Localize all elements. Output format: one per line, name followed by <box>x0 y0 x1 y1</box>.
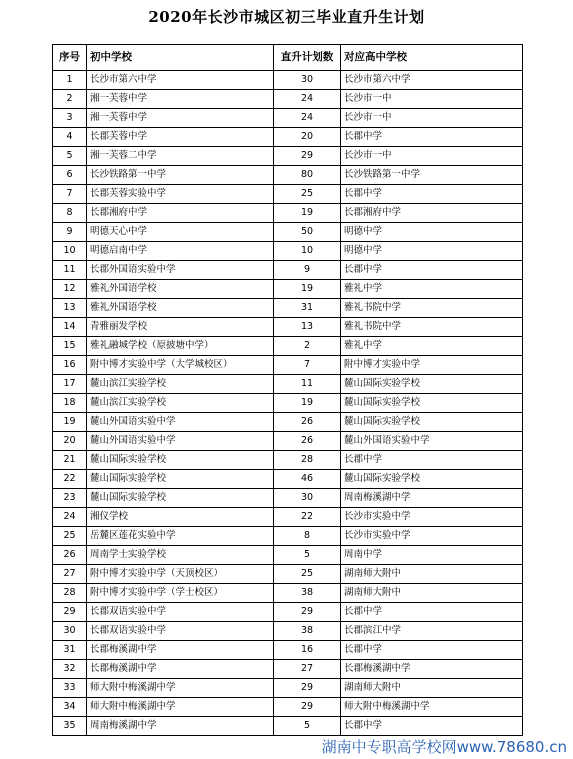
junior-school-cell: 麓山外国语实验中学 <box>87 413 274 432</box>
quota-cell: 26 <box>274 432 341 451</box>
high-school-cell: 雅礼书院中学 <box>341 299 523 318</box>
high-school-cell: 长郡中学 <box>341 603 523 622</box>
junior-school-cell: 雅礼外国语学校 <box>87 299 274 318</box>
quota-cell: 16 <box>274 641 341 660</box>
junior-school-cell: 麓山国际实验学校 <box>87 451 274 470</box>
row-index: 25 <box>53 527 87 546</box>
table-row <box>53 185 523 204</box>
high-school-cell: 雅礼中学 <box>341 280 523 299</box>
junior-school-cell: 长郡梅溪湖中学 <box>87 660 274 679</box>
quota-cell: 28 <box>274 451 341 470</box>
junior-school-cell: 湘一芙蓉中学 <box>87 90 274 109</box>
header-quota: 直升计划数 <box>274 45 341 71</box>
row-index: 28 <box>53 584 87 603</box>
quota-cell: 24 <box>274 109 341 128</box>
header-index: 序号 <box>53 45 87 71</box>
high-school-cell: 长沙铁路第一中学 <box>341 166 523 185</box>
table-row <box>53 242 523 261</box>
table-row <box>53 356 523 375</box>
row-index: 20 <box>53 432 87 451</box>
quota-cell: 25 <box>274 565 341 584</box>
quota-cell: 29 <box>274 698 341 717</box>
table-row <box>53 204 523 223</box>
table-row <box>53 109 523 128</box>
table-row <box>53 261 523 280</box>
junior-school-cell: 麓山滨江实验学校 <box>87 394 274 413</box>
table-row <box>53 166 523 185</box>
high-school-cell: 雅礼书院中学 <box>341 318 523 337</box>
high-school-cell: 麓山国际实验学校 <box>341 413 523 432</box>
junior-school-cell: 长沙铁路第一中学 <box>87 166 274 185</box>
quota-cell: 19 <box>274 280 341 299</box>
quota-cell: 13 <box>274 318 341 337</box>
junior-school-cell: 长沙市第六中学 <box>87 71 274 90</box>
quota-cell: 8 <box>274 527 341 546</box>
row-index: 2 <box>53 90 87 109</box>
header-high-school: 对应高中学校 <box>341 45 523 71</box>
high-school-cell: 湖南师大附中 <box>341 679 523 698</box>
table-row <box>53 223 523 242</box>
quota-cell: 50 <box>274 223 341 242</box>
table-row <box>53 584 523 603</box>
quota-cell: 20 <box>274 128 341 147</box>
row-index: 26 <box>53 546 87 565</box>
quota-cell: 24 <box>274 90 341 109</box>
row-index: 18 <box>53 394 87 413</box>
row-index: 33 <box>53 679 87 698</box>
quota-cell: 11 <box>274 375 341 394</box>
row-index: 23 <box>53 489 87 508</box>
quota-cell: 10 <box>274 242 341 261</box>
row-index: 1 <box>53 71 87 90</box>
table-row <box>53 660 523 679</box>
high-school-cell: 长郡中学 <box>341 451 523 470</box>
row-index: 4 <box>53 128 87 147</box>
row-index: 8 <box>53 204 87 223</box>
row-index: 6 <box>53 166 87 185</box>
row-index: 13 <box>53 299 87 318</box>
table-row <box>53 565 523 584</box>
quota-cell: 2 <box>274 337 341 356</box>
high-school-cell: 长郡滨江中学 <box>341 622 523 641</box>
row-index: 9 <box>53 223 87 242</box>
high-school-cell: 雅礼中学 <box>341 337 523 356</box>
row-index: 19 <box>53 413 87 432</box>
junior-school-cell: 麓山外国语实验中学 <box>87 432 274 451</box>
high-school-cell: 麓山国际实验学校 <box>341 394 523 413</box>
junior-school-cell: 麓山国际实验学校 <box>87 489 274 508</box>
table-row <box>53 394 523 413</box>
quota-cell: 30 <box>274 71 341 90</box>
table-row <box>53 318 523 337</box>
high-school-cell: 长郡中学 <box>341 261 523 280</box>
high-school-cell: 长沙市实验中学 <box>341 508 523 527</box>
site-watermark: 湖南中专职高学校网www.78680.cn <box>321 738 567 756</box>
quota-cell: 29 <box>274 603 341 622</box>
junior-school-cell: 附中博才实验中学（大学城校区） <box>87 356 274 375</box>
quota-cell: 5 <box>274 717 341 736</box>
table-row <box>53 717 523 736</box>
row-index: 5 <box>53 147 87 166</box>
row-index: 30 <box>53 622 87 641</box>
table-row <box>53 470 523 489</box>
junior-school-cell: 雅礼外国语学校 <box>87 280 274 299</box>
high-school-cell: 长沙市第六中学 <box>341 71 523 90</box>
table-row <box>53 71 523 90</box>
row-index: 34 <box>53 698 87 717</box>
row-index: 11 <box>53 261 87 280</box>
high-school-cell: 长沙市一中 <box>341 147 523 166</box>
row-index: 31 <box>53 641 87 660</box>
junior-school-cell: 麓山滨江实验学校 <box>87 375 274 394</box>
row-index: 15 <box>53 337 87 356</box>
quota-cell: 25 <box>274 185 341 204</box>
table-row <box>53 451 523 470</box>
page-title: 2020年长沙市城区初三毕业直升生计划 <box>148 8 425 26</box>
row-index: 14 <box>53 318 87 337</box>
quota-cell: 5 <box>274 546 341 565</box>
junior-school-cell: 明德启南中学 <box>87 242 274 261</box>
header-junior-school: 初中学校 <box>87 45 274 71</box>
quota-cell: 9 <box>274 261 341 280</box>
junior-school-cell: 长郡芙蓉中学 <box>87 128 274 147</box>
row-index: 12 <box>53 280 87 299</box>
row-index: 35 <box>53 717 87 736</box>
high-school-cell: 长沙市实验中学 <box>341 527 523 546</box>
high-school-cell: 长郡中学 <box>341 185 523 204</box>
quota-cell: 26 <box>274 413 341 432</box>
junior-school-cell: 长郡双语实验中学 <box>87 603 274 622</box>
table-row <box>53 622 523 641</box>
quota-cell: 29 <box>274 147 341 166</box>
table-row <box>53 603 523 622</box>
junior-school-cell: 长郡芙蓉实验中学 <box>87 185 274 204</box>
table-row <box>53 337 523 356</box>
row-index: 29 <box>53 603 87 622</box>
row-index: 3 <box>53 109 87 128</box>
table-row <box>53 508 523 527</box>
junior-school-cell: 麓山国际实验学校 <box>87 470 274 489</box>
table-row <box>53 679 523 698</box>
row-index: 7 <box>53 185 87 204</box>
high-school-cell: 长郡湘府中学 <box>341 204 523 223</box>
high-school-cell: 附中博才实验中学 <box>341 356 523 375</box>
junior-school-cell: 雅礼融城学校（原披塘中学） <box>87 337 274 356</box>
table-row <box>53 546 523 565</box>
quota-cell: 30 <box>274 489 341 508</box>
table-row <box>53 641 523 660</box>
junior-school-cell: 师大附中梅溪湖中学 <box>87 679 274 698</box>
high-school-cell: 湖南师大附中 <box>341 565 523 584</box>
quota-cell: 22 <box>274 508 341 527</box>
junior-school-cell: 湘仪学校 <box>87 508 274 527</box>
high-school-cell: 麓山国际实验学校 <box>341 470 523 489</box>
table-body <box>53 71 523 736</box>
row-index: 27 <box>53 565 87 584</box>
high-school-cell: 明德中学 <box>341 223 523 242</box>
table-header-row <box>53 45 523 71</box>
high-school-cell: 师大附中梅溪湖中学 <box>341 698 523 717</box>
high-school-cell: 长郡中学 <box>341 641 523 660</box>
quota-cell: 19 <box>274 394 341 413</box>
high-school-cell: 麓山外国语实验中学 <box>341 432 523 451</box>
junior-school-cell: 周南学士实验学校 <box>87 546 274 565</box>
table-row <box>53 128 523 147</box>
row-index: 21 <box>53 451 87 470</box>
row-index: 17 <box>53 375 87 394</box>
high-school-cell: 长沙市一中 <box>341 90 523 109</box>
high-school-cell: 麓山国际实验学校 <box>341 375 523 394</box>
junior-school-cell: 湘一芙蓉二中学 <box>87 147 274 166</box>
junior-school-cell: 周南梅溪湖中学 <box>87 717 274 736</box>
junior-school-cell: 长郡外国语实验中学 <box>87 261 274 280</box>
row-index: 24 <box>53 508 87 527</box>
high-school-cell: 长郡梅溪湖中学 <box>341 660 523 679</box>
table-row <box>53 375 523 394</box>
junior-school-cell: 长郡双语实验中学 <box>87 622 274 641</box>
table-row <box>53 698 523 717</box>
table-row <box>53 432 523 451</box>
quota-cell: 7 <box>274 356 341 375</box>
high-school-cell: 长郡中学 <box>341 128 523 147</box>
quota-cell: 29 <box>274 679 341 698</box>
high-school-cell: 长郡中学 <box>341 717 523 736</box>
table-row <box>53 413 523 432</box>
row-index: 10 <box>53 242 87 261</box>
junior-school-cell: 长郡湘府中学 <box>87 204 274 223</box>
junior-school-cell: 师大附中梅溪湖中学 <box>87 698 274 717</box>
quota-cell: 80 <box>274 166 341 185</box>
quota-cell: 46 <box>274 470 341 489</box>
table-row <box>53 147 523 166</box>
row-index: 22 <box>53 470 87 489</box>
table-row <box>53 527 523 546</box>
table-row <box>53 299 523 318</box>
quota-cell: 31 <box>274 299 341 318</box>
junior-school-cell: 明德天心中学 <box>87 223 274 242</box>
high-school-cell: 长沙市一中 <box>341 109 523 128</box>
junior-school-cell: 青雅丽发学校 <box>87 318 274 337</box>
high-school-cell: 明德中学 <box>341 242 523 261</box>
table-row <box>53 280 523 299</box>
high-school-cell: 周南中学 <box>341 546 523 565</box>
table-row <box>53 489 523 508</box>
high-school-cell: 湖南师大附中 <box>341 584 523 603</box>
junior-school-cell: 附中博才实验中学（天顶校区） <box>87 565 274 584</box>
junior-school-cell: 长郡梅溪湖中学 <box>87 641 274 660</box>
junior-school-cell: 岳麓区莲花实验中学 <box>87 527 274 546</box>
junior-school-cell: 附中博才实验中学（学士校区） <box>87 584 274 603</box>
quota-cell: 38 <box>274 584 341 603</box>
quota-cell: 38 <box>274 622 341 641</box>
admission-plan-table <box>52 44 523 736</box>
high-school-cell: 周南梅溪湖中学 <box>341 489 523 508</box>
table-row <box>53 90 523 109</box>
row-index: 32 <box>53 660 87 679</box>
row-index: 16 <box>53 356 87 375</box>
quota-cell: 19 <box>274 204 341 223</box>
junior-school-cell: 湘一芙蓉中学 <box>87 109 274 128</box>
quota-cell: 27 <box>274 660 341 679</box>
